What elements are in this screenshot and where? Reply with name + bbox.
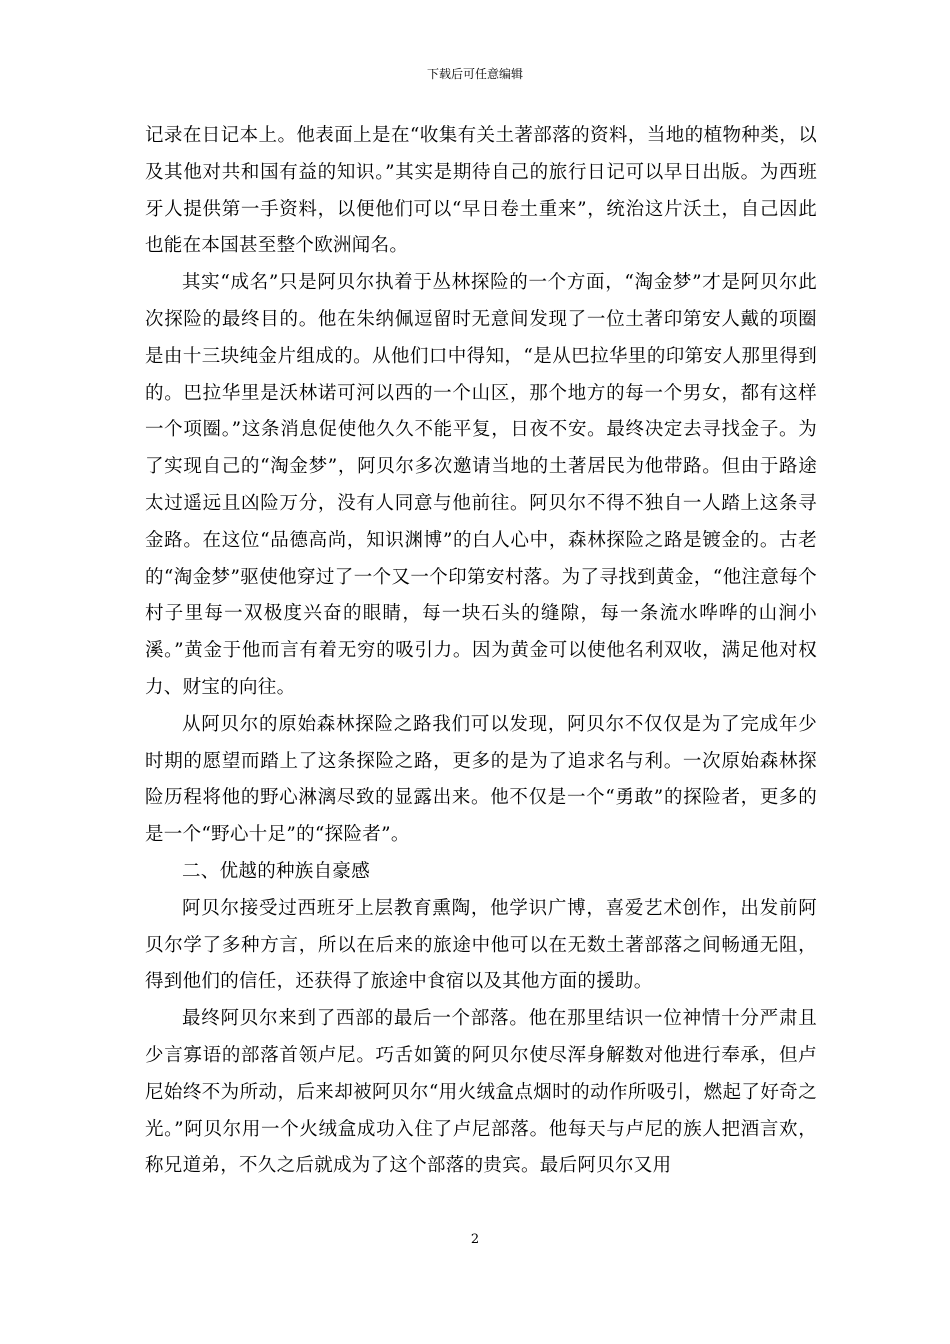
document-body <box>145 118 817 1185</box>
page-number: 2 <box>470 1232 480 1247</box>
section-heading: 二、优越的种族自豪感 <box>182 860 371 882</box>
paragraph-2: 其实“成名”只是阿贝尔执着于丛林探险的一个方面，“淘金梦”才是阿贝尔此次探险的最终目的。他在朱纳佩逗留时无意间发现了一位土著印第安人戴的项圈是由十三块纯金片组成的。从他们口中得知，“是从巴拉华里的印第安人那里得到的。巴拉华里是沃林诺可河以西的一个山区，那个地方的每一个男女，都有这样一个项圈。”这条消息促使他久久不能平复，日夜不安。最终决定去寻找金子。为了实现自己的“淘金梦”，阿贝尔多次邀请当地的土著居民为他带路。但由于路途太过遥远且凶险万分，没有人同意与他前往。阿贝尔不得不独自一人踏上这条寻金路。在这位“品德高尚，知识渊博”的白人心中，森林探险之路是镀金的。古老的“淘金梦”驱使他穿过了一个又一个印第安村落。为了寻找到黄金，“他注意每个村子里每一双极度兴奋的眼睛，每一块石头的缝隙，每一条流水哗哗的山涧小溪。”黄金于他而言有着无穷的吸引力。因为黄金可以使他名利双收，满足他对权力、财宝的向往。 <box>145 272 817 698</box>
paragraph-3: 从阿贝尔的原始森林探险之路我们可以发现，阿贝尔不仅仅是为了完成年少时期的愿望而踏上了这条探险之路，更多的是为了追求名与利。一次原始森林探险历程将他的野心淋漓尽致的显露出来。他不仅是一个“勇敢”的探险者，更多的是一个“野心十足”的“探险者”。 <box>145 713 817 846</box>
paragraph-1: 记录在日记本上。他表面上是在“收集有关土著部落的资料，当地的植物种类，以及其他对共和国有益的知识。”其实是期待自己的旅行日记可以早日出版。为西班牙人提供第一手资料，以便他们可以“早日卷土重来”，统治这片沃土，自己因此也能在本国甚至整个欧洲闻名。 <box>145 125 817 257</box>
paragraph-5: 最终阿贝尔来到了西部的最后一个部落。他在那里结识一位神情十分严肃且少言寡语的部落首领卢尼。巧舌如簧的阿贝尔使尽浑身解数对他进行奉承，但卢尼始终不为所动，后来却被阿贝尔“用火绒盒点烟时的动作所吸引，燃起了好奇之光。”阿贝尔用一个火绒盒成功入住了卢尼部落。他每天与卢尼的族人把酒言欢，称兄道弟，不久之后就成为了这个部落的贵宾。最后阿贝尔又用 <box>145 1008 817 1177</box>
paragraph-4: 阿贝尔接受过西班牙上层教育熏陶，他学识广博，喜爱艺术创作，出发前阿贝尔学了多种方言，所以在后来的旅途中他可以在无数土著部落之间畅通无阻，得到他们的信任，还获得了旅途中食宿以及其他方面的援助。 <box>145 897 817 993</box>
page-header: 下载后可任意编辑 <box>426 67 523 81</box>
